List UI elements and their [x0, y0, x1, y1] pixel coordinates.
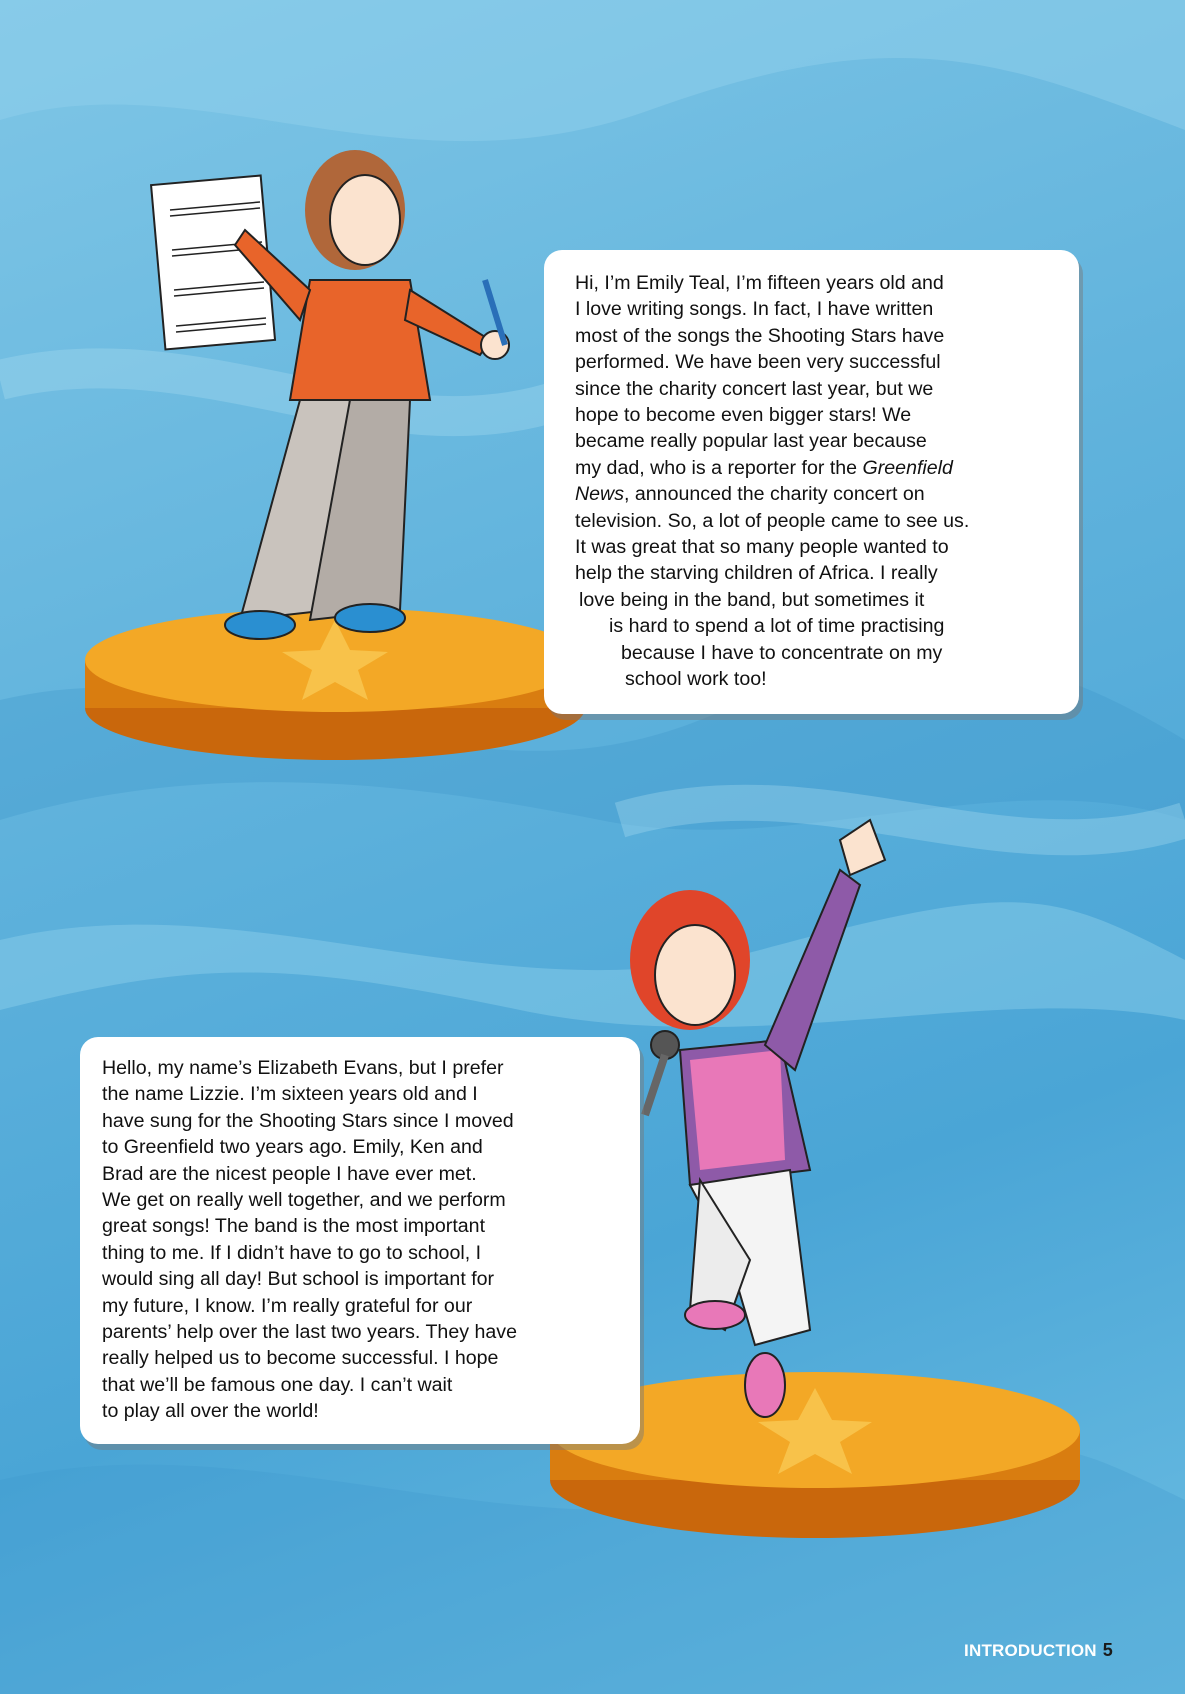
lizzie-line: Brad are the nicest people I have ever met. — [102, 1162, 477, 1185]
emily-line: I love writing songs. In fact, I have written — [575, 298, 934, 321]
lizzie-line: We get on really well together, and we perform — [102, 1189, 506, 1212]
lizzie-line: really helped us to become successful. I hope — [102, 1347, 499, 1370]
emily-figure-icon — [225, 150, 509, 639]
emily-line: It was great that so many people wanted to — [575, 536, 949, 559]
lizzie-line: to Greenfield two years ago. Emily, Ken and — [102, 1136, 483, 1159]
emily-line: is hard to spend a lot of time practising — [609, 615, 945, 638]
emily-illustration — [70, 130, 610, 770]
emily-line: hope to become even bigger stars! We — [575, 404, 912, 427]
lizzie-line: that we’ll be famous one day. I can’t wait — [102, 1373, 453, 1396]
emily-italic-newspaper: Greenfield — [862, 456, 953, 479]
lizzie-line: to play all over the world! — [102, 1400, 319, 1423]
page-footer — [964, 1640, 1113, 1661]
emily-line: television. So, a lot of people came to see us. — [575, 509, 970, 532]
lizzie-line: thing to me. If I didn’t have to go to school, I — [102, 1241, 482, 1264]
lizzie-line: great songs! The band is the most important — [102, 1215, 486, 1238]
pedestal-icon — [85, 608, 585, 760]
emily-line: school work too! — [625, 668, 767, 691]
section-label: INTRODUCTION — [964, 1641, 1097, 1660]
emily-text — [575, 270, 1065, 693]
lizzie-text — [102, 1055, 630, 1425]
emily-line — [575, 481, 1065, 507]
emily-line — [575, 455, 1065, 481]
lizzie-speech-bubble — [80, 1037, 640, 1444]
emily-line: love being in the band, but sometimes it — [579, 588, 925, 611]
lizzie-line: Hello, my name’s Elizabeth Evans, but I prefer — [102, 1057, 504, 1079]
page-number: 5 — [1102, 1640, 1113, 1660]
lizzie-line: have sung for the Shooting Stars since I moved — [102, 1109, 514, 1132]
lizzie-line: parents’ help over the last two years. They have — [102, 1321, 517, 1344]
emily-line-text: , announced the charity concert on — [624, 483, 925, 506]
emily-speech-bubble — [544, 250, 1079, 714]
emily-line: because I have to concentrate on my — [621, 641, 943, 664]
emily-line: became really popular last year because — [575, 430, 927, 453]
lizzie-line: would sing all day! But school is important for — [102, 1268, 495, 1291]
emily-line: help the starving children of Africa. I really — [575, 562, 938, 585]
lizzie-figure-icon — [630, 820, 885, 1417]
lizzie-line: my future, I know. I’m really grateful for our — [102, 1294, 473, 1317]
emily-italic-newspaper: News — [575, 483, 624, 506]
emily-line: performed. We have been very successful — [575, 351, 941, 374]
lizzie-line: the name Lizzie. I’m sixteen years old and I — [102, 1083, 478, 1106]
emily-line: Hi, I’m Emily Teal, I’m fifteen years old and — [575, 272, 944, 294]
emily-line-text: my dad, who is a reporter for the — [575, 456, 863, 479]
emily-line: most of the songs the Shooting Stars have — [575, 324, 945, 347]
emily-line: since the charity concert last year, but we — [575, 377, 934, 400]
